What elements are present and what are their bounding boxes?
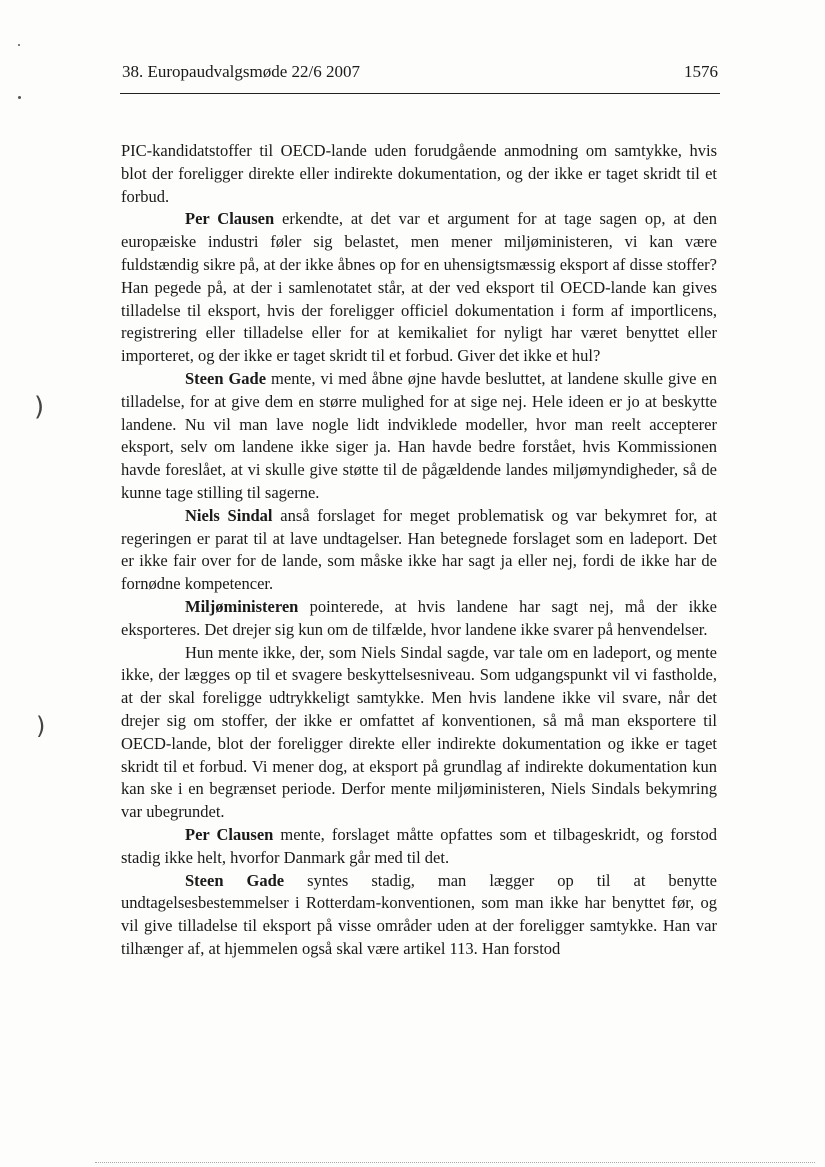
margin-bracket-mark: ) [36, 712, 46, 740]
paragraph [121, 208, 717, 368]
paragraph-text: anså forslaget for meget problematisk og var bekymret for, at regeringen er parat til at lave undtagelser. Han betegnede forslaget som en ladeport. Det er ikke fair over for de lande, som måske ikke har sagt ja eller nej, fordi de ikke har de fornødne kompetencer. [121, 505, 717, 594]
speaker-name: Miljøministeren [185, 596, 299, 616]
paragraph-text: syntes stadig, man lægger op til at benytte undtagelsesbestemmelser i Rotterdam-konventionen, som man ikke har benyttet før, og vil give tilladelse til eksport på visse områder uden at der foreligger samtykke. Han var tilhænger af, at hjemmelen også skal være artikel 113. Han forstod [121, 870, 717, 958]
header-title: 38. Europaudvalgsmøde 22/6 2007 [122, 62, 360, 81]
paragraph-text: pointerede, at hvis landene har sagt nej, må der ikke eksporteres. Det drejer sig kun om de tilfælde, hvor landene ikke svarer på henvendelser. [121, 596, 717, 639]
paragraph [121, 505, 717, 596]
paragraph [121, 368, 717, 505]
paragraph [121, 140, 717, 208]
paragraph-text: Hun mente ikke, der, som Niels Sindal sagde, var tale om en ladeport, og mente ikke, der lægges op til et svagere beskyttelsesniveau. Som udgangspunkt vil vi fastholde, at der skal foreligge udtrykkeligt samtykke. Men hvis landene ikke vil svare, når det drejer sig om stoffer, der ikke er omfattet af konventionen, så må man eksportere til OECD-lande, blot der foreligger direkte eller indirekte dokumentation og ikke er taget skridt til et forbud. Vi mener dog, at eksport på grundlag af indirekte dokumentation kun kan ske i en begrænset periode. Derfor mente miljøministeren, Niels Sindals bekymring var ubegrundet. [121, 642, 717, 822]
paragraph-text: PIC-kandidatstoffer til OECD-lande uden forudgående anmodning om samtykke, hvis blot der foreligger direkte eller indirekte dokumentation, og der ikke er taget skridt til et forbud. [121, 141, 717, 206]
paragraph-text: mente, forslaget måtte opfattes som et tilbageskridt, og forstod stadig ikke helt, hvorfor Danmark går med til det. [121, 824, 717, 867]
paragraph [121, 824, 717, 870]
paragraph-text: mente, vi med åbne øjne havde besluttet, at landene skulle give en tilladelse, for at give dem en større mulighed for at sige nej. Hele ideen er jo at beskytte landene. Nu vil man lave nogle lidt indviklede modeller, hvor man reelt accepterer eksport, selv om landene ikke siger ja. Han havde bedre forstået, hvis Kommissionen havde foreslået, at vi skulle give støtte til de pågældende landes miljømyndigheder, så de kunne tage stilling til sagerne. [121, 368, 717, 502]
scan-edge-line [95, 1162, 815, 1163]
paragraph-text: erkendte, at det var et argument for at tage sagen op, at den europæiske industri føler sig belastet, men mener miljøministeren, vi kan være fuldstændig sikre på, at der ikke åbnes op for en uhensigtsmæssig eksport af disse stoffer? Han pegede på, at der i samlenotatet står, at der ved eksport til OECD-lande kan gives tilladelse til eksport, hvis der foreligger officiel dokumentation i form af importlicens, registrering eller tilladelse eller for at kemikaliet for nyligt har været benyttet eller importeret, og der ikke er taget skridt til et forbud. Giver det ikke et hul? [121, 209, 718, 366]
page-number: 1576 [684, 62, 718, 81]
margin-bracket-mark: ) [34, 392, 45, 422]
speaker-name: Steen Gade [185, 368, 267, 388]
header-rule [120, 93, 720, 94]
speaker-name: Steen Gade [185, 870, 285, 890]
document-body [121, 140, 717, 961]
speaker-name: Niels Sindal [185, 505, 273, 525]
paragraph [121, 642, 717, 824]
speaker-name: Per Clausen [185, 824, 274, 844]
scan-dot [18, 96, 21, 99]
paragraph [121, 870, 717, 961]
scan-dot [18, 44, 20, 46]
page-header [122, 62, 718, 92]
paragraph [121, 596, 717, 642]
speaker-name: Per Clausen [185, 209, 275, 229]
